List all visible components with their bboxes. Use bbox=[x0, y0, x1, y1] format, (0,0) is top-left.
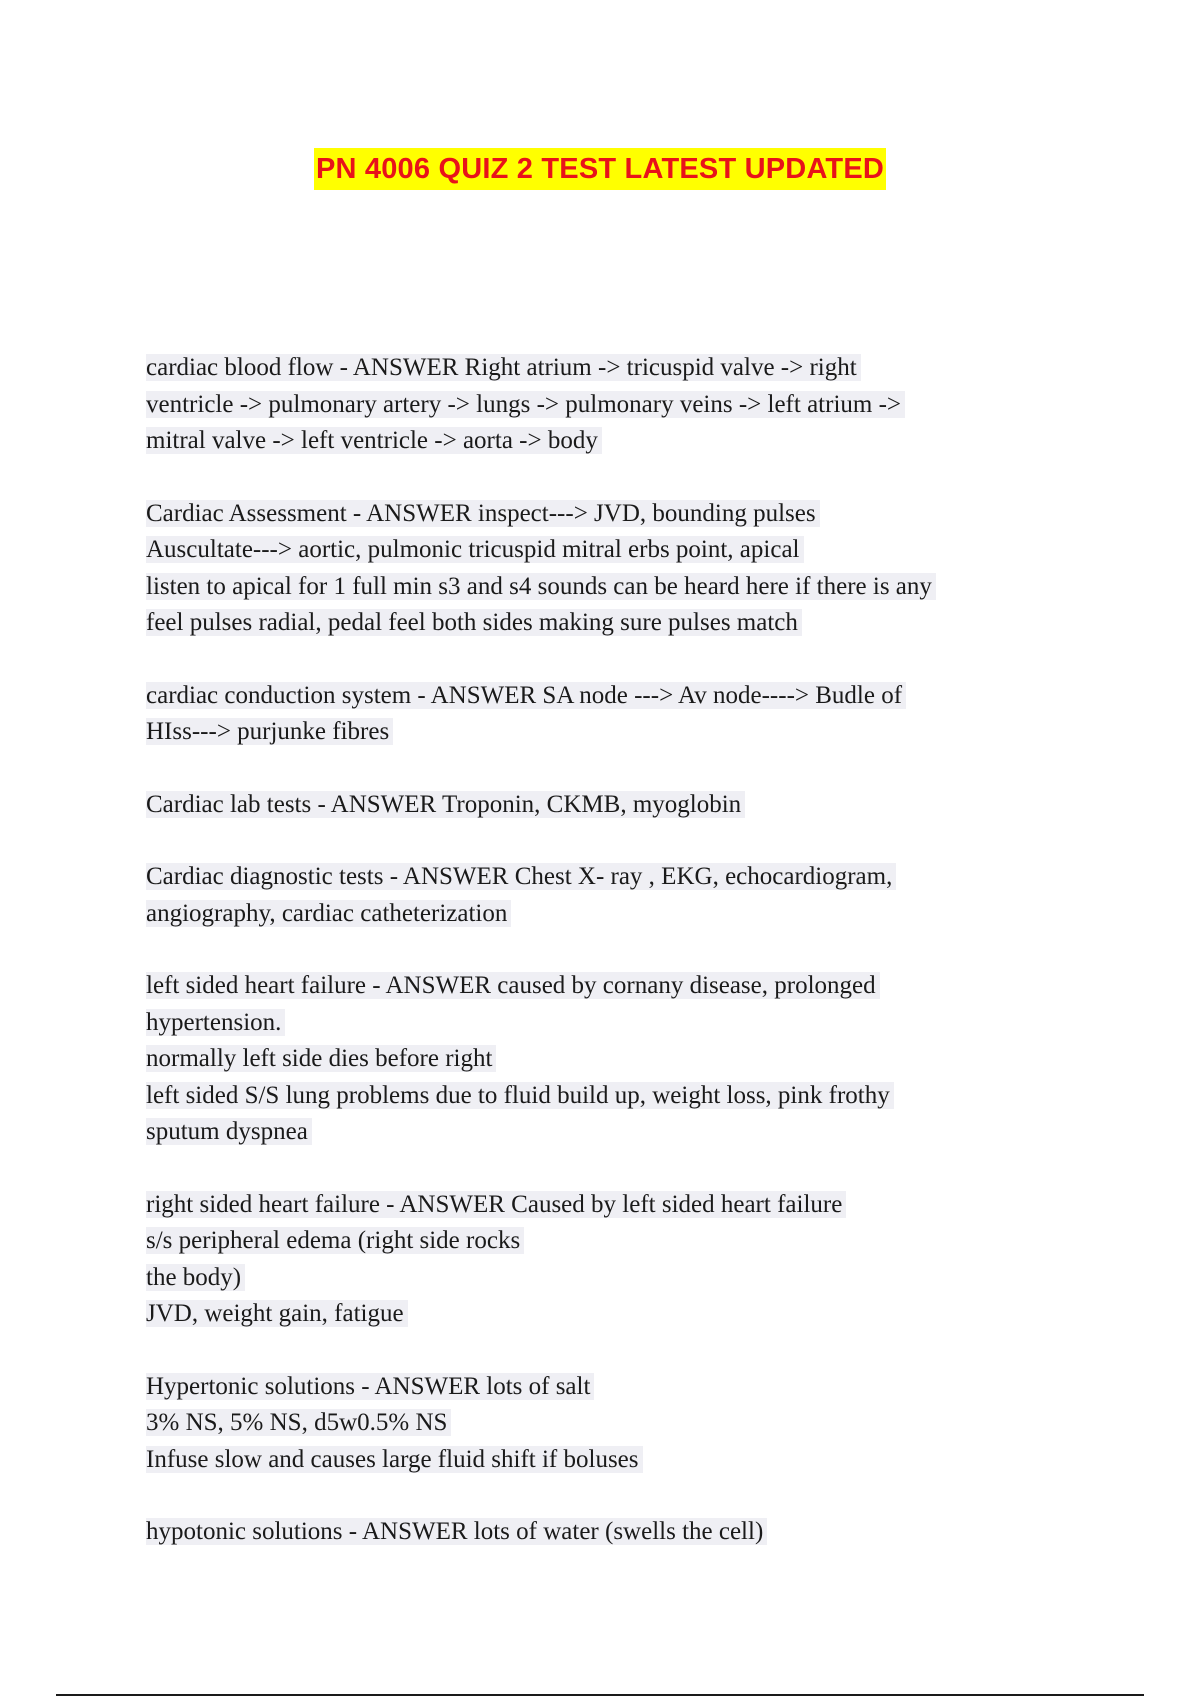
footer-divider bbox=[56, 1694, 1144, 1696]
text-line bbox=[146, 859, 1066, 896]
text-line-content: right sided heart failure - ANSWER Caused by left sided heart failure bbox=[146, 1191, 846, 1218]
text-line-content: s/s peripheral edema (right side rocks bbox=[146, 1227, 524, 1254]
text-line bbox=[146, 1405, 1066, 1442]
text-line bbox=[146, 1078, 1066, 1115]
text-line bbox=[146, 1041, 1066, 1078]
text-line bbox=[146, 896, 1066, 933]
text-line bbox=[146, 496, 1066, 533]
qa-entry-cardiac-diagnostic-tests bbox=[146, 859, 1066, 932]
text-line bbox=[146, 605, 1066, 642]
text-line bbox=[146, 423, 1066, 460]
qa-entry-hypertonic-solutions bbox=[146, 1369, 1066, 1479]
text-line-content: HIss---> purjunke fibres bbox=[146, 718, 393, 745]
text-line-content: left sided S/S lung problems due to fluid build up, weight loss, pink frothy bbox=[146, 1082, 894, 1109]
text-line bbox=[146, 1514, 1066, 1551]
text-line bbox=[146, 1260, 1066, 1297]
text-line-content: hypotonic solutions - ANSWER lots of water (swells the cell) bbox=[146, 1518, 767, 1545]
text-line-content: normally left side dies before right bbox=[146, 1045, 496, 1072]
text-line-content: the body) bbox=[146, 1264, 245, 1291]
text-line-content: Infuse slow and causes large fluid shift if boluses bbox=[146, 1446, 643, 1473]
text-line bbox=[146, 1442, 1066, 1479]
qa-entry-left-sided-heart-failure bbox=[146, 968, 1066, 1151]
qa-entry-cardiac-blood-flow bbox=[146, 350, 1066, 460]
text-line-content: cardiac conduction system - ANSWER SA node ---> Av node----> Budle of bbox=[146, 682, 906, 709]
text-line bbox=[146, 678, 1066, 715]
text-line-content: feel pulses radial, pedal feel both sides making sure pulses match bbox=[146, 609, 802, 636]
text-line-content: JVD, weight gain, fatigue bbox=[146, 1300, 408, 1327]
text-line-content: Hypertonic solutions - ANSWER lots of salt bbox=[146, 1373, 594, 1400]
qa-entry-cardiac-lab-tests bbox=[146, 787, 1066, 824]
text-line-content: Cardiac Assessment - ANSWER inspect---> JVD, bounding pulses bbox=[146, 500, 820, 527]
qa-entry-cardiac-assessment bbox=[146, 496, 1066, 642]
qa-entry-hypotonic-solutions bbox=[146, 1514, 1066, 1551]
text-line-content: 3% NS, 5% NS, d5w0.5% NS bbox=[146, 1409, 451, 1436]
qa-list bbox=[146, 350, 1066, 1587]
title-container bbox=[0, 148, 1200, 190]
text-line bbox=[146, 787, 1066, 824]
text-line-content: left sided heart failure - ANSWER caused by cornany disease, prolonged bbox=[146, 972, 880, 999]
text-line bbox=[146, 1296, 1066, 1333]
text-line-content: Auscultate---> aortic, pulmonic tricuspid mitral erbs point, apical bbox=[146, 536, 804, 563]
text-line-content: listen to apical for 1 full min s3 and s4 sounds can be heard here if there is any bbox=[146, 573, 936, 600]
text-line-content: angiography, cardiac catheterization bbox=[146, 900, 511, 927]
text-line-content: sputum dyspnea bbox=[146, 1118, 312, 1145]
text-line bbox=[146, 1114, 1066, 1151]
text-line-content: ventricle -> pulmonary artery -> lungs -> pulmonary veins -> left atrium -> bbox=[146, 391, 905, 418]
text-line-content: hypertension. bbox=[146, 1009, 285, 1036]
text-line bbox=[146, 1223, 1066, 1260]
text-line bbox=[146, 1187, 1066, 1224]
text-line bbox=[146, 569, 1066, 606]
text-line bbox=[146, 532, 1066, 569]
text-line-content: Cardiac diagnostic tests - ANSWER Chest X- ray , EKG, echocardiogram, bbox=[146, 863, 896, 890]
text-line-content: Cardiac lab tests - ANSWER Troponin, CKMB, myoglobin bbox=[146, 791, 745, 818]
text-line-content: mitral valve -> left ventricle -> aorta -> body bbox=[146, 427, 602, 454]
text-line bbox=[146, 1369, 1066, 1406]
text-line bbox=[146, 1005, 1066, 1042]
text-line bbox=[146, 350, 1066, 387]
text-line bbox=[146, 714, 1066, 751]
text-line-content: cardiac blood flow - ANSWER Right atrium -> tricuspid valve -> right bbox=[146, 354, 861, 381]
document-title: PN 4006 QUIZ 2 TEST LATEST UPDATED bbox=[314, 148, 886, 190]
text-line bbox=[146, 387, 1066, 424]
text-line bbox=[146, 968, 1066, 1005]
qa-entry-cardiac-conduction-system bbox=[146, 678, 1066, 751]
qa-entry-right-sided-heart-failure bbox=[146, 1187, 1066, 1333]
